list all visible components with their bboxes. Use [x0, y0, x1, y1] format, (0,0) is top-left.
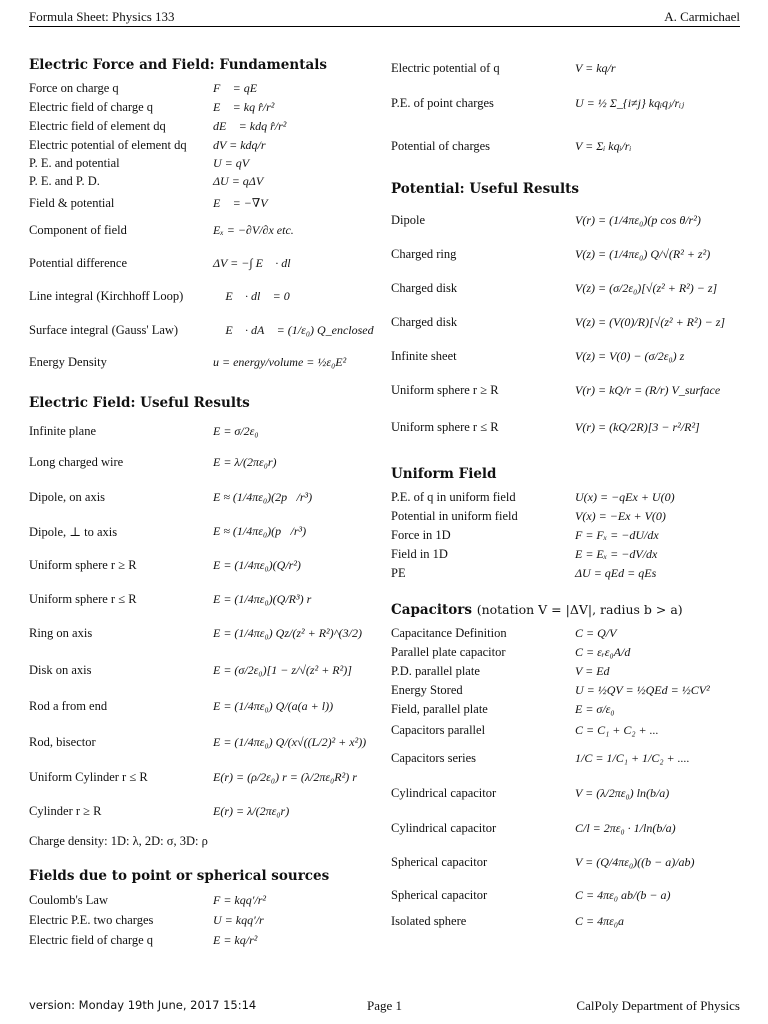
formula-row — [29, 79, 374, 98]
formula-row — [391, 700, 741, 719]
formula-expression: dV = kdq/r — [213, 137, 266, 152]
formula-expression: V = (λ/2πε₀) ln(b/a) — [575, 785, 670, 800]
formula-label: Long charged wire — [29, 455, 124, 469]
formula-row — [29, 616, 374, 651]
formula-expression: V(r) = kQ/r = (R/r) V_surface — [575, 382, 721, 397]
formula-label: Capacitors parallel — [391, 722, 486, 737]
section-title — [29, 394, 374, 412]
formula-row — [391, 681, 741, 700]
formula-section — [29, 867, 374, 950]
formula-row — [29, 651, 374, 689]
formula-row — [391, 56, 741, 80]
formula-label: Rod, bisector — [29, 734, 96, 749]
formula-expression: E = (σ/2ε₀)[1 − z/√(z² + R²)] — [213, 662, 352, 677]
formula-label: Force in 1D — [391, 528, 451, 542]
formula-label: Potential difference — [29, 255, 127, 270]
formula-row — [29, 910, 374, 930]
formula-label: Dipole, on axis — [29, 489, 106, 504]
section-title-text: Electric Field: Useful Results — [29, 395, 250, 411]
formula-label: Electric field of charge q — [29, 932, 154, 947]
formula-expression: V = Ed — [575, 664, 610, 678]
formula-expression: E⃗ = kq r̂/r² — [213, 100, 275, 114]
formula-expression: dE⃗ = kdq r̂/r² — [213, 119, 287, 133]
formula-expression: C = 4πε₀ ab/(b − a) — [575, 887, 671, 902]
formula-expression: E = (1/4πε₀) Q/(x√((L/2)² + x²)) — [213, 734, 367, 749]
formula-row — [29, 930, 374, 950]
formula-label: Field in 1D — [391, 547, 448, 561]
formula-label: Cylinder r ≥ R — [29, 803, 102, 818]
formula-section — [391, 465, 741, 583]
formula-expression: ΔU = qEd = qEs — [575, 566, 657, 580]
formula-label: Dipole — [391, 212, 426, 227]
formula-row — [29, 514, 374, 549]
formula-label: Infinite sheet — [391, 348, 457, 363]
formula-expression: V(x) = −Ex + V(0) — [575, 509, 666, 523]
formula-label: Potential in uniform field — [391, 509, 518, 523]
formula-label: P.E. of point charges — [391, 95, 494, 110]
formula-label: Potential of charges — [391, 138, 491, 153]
formula-label: Charged ring — [391, 246, 457, 261]
formula-row — [29, 312, 374, 349]
formula-expression: F⃗ = qE⃗ — [213, 81, 267, 95]
formula-expression: C = Q/V — [575, 626, 617, 640]
formula-expression: u = energy/volume = ½ε₀E² — [213, 355, 347, 369]
formula-label: Spherical capacitor — [391, 854, 488, 869]
formula-label: Cylindrical capacitor — [391, 820, 497, 835]
formula-expression: E ≈ (1/4πε₀)(2p⃗/r³) — [213, 489, 313, 504]
formula-expression: V(z) = (σ/2ε₀)[√(z² + R²) − z] — [575, 280, 718, 295]
formula-expression: U = ½QV = ½QEd = ½CV² — [575, 683, 710, 697]
right-column — [391, 56, 741, 949]
formula-row — [391, 845, 741, 879]
formula-expression: V(z) = (V(0)/R)[√(z² + R²) − z] — [575, 314, 726, 329]
formula-expression: C = εᵣε₀A/d — [575, 645, 631, 659]
section-subtitle: (notation V = |ΔV|, radius b > a) — [476, 602, 683, 617]
formula-label: Field & potential — [29, 195, 115, 210]
formula-row — [391, 643, 741, 662]
formula-label: Uniform sphere r ≥ R — [391, 382, 499, 397]
formula-section — [29, 56, 374, 376]
formula-expression: E(r) = λ/(2πε₀r) — [213, 803, 290, 818]
formula-expression: E = (1/4πε₀) Q/(a(a + l)) — [213, 698, 334, 713]
formula-expression: V(r) = (kQ/2R)[3 − r²/R²] — [575, 419, 700, 434]
formula-row — [29, 349, 374, 376]
formula-row — [391, 126, 741, 166]
formula-label: Electric potential of q — [391, 60, 500, 75]
formula-row — [391, 662, 741, 681]
formula-expression: ΔV = −∫ E⃗ · dl⃗ — [213, 255, 300, 270]
formula-expression: C = C₁ + C₂ + ... — [575, 722, 659, 737]
left-column — [29, 56, 374, 968]
formula-label: Parallel plate capacitor — [391, 645, 506, 659]
formula-row — [391, 271, 741, 305]
formula-expression: E = σ/ε₀ — [575, 702, 615, 716]
header-author: A. Carmichael — [664, 9, 740, 24]
formula-label: Spherical capacitor — [391, 887, 488, 902]
formula-section — [391, 56, 741, 166]
formula-expression: U = qV — [213, 155, 250, 170]
formula-label: Energy Stored — [391, 683, 463, 697]
formula-expression: E⃗ = −∇V — [213, 195, 268, 210]
formula-row — [391, 811, 741, 845]
formula-label: Field, parallel plate — [391, 702, 488, 716]
formula-expression: U = ½ Σ_{i≠j} kqᵢqⱼ/rᵢⱼ — [575, 95, 685, 110]
formula-row — [29, 172, 374, 191]
formula-row — [29, 549, 374, 582]
formula-expression: V(r) = (1/4πε₀)(p cos θ/r²) — [575, 212, 701, 227]
formula-row — [391, 545, 741, 564]
formula-expression: U = kqq′/r — [213, 912, 264, 927]
formula-row — [29, 117, 374, 136]
formula-expression: E = σ/2ε₀ — [213, 423, 259, 438]
formula-label: Electric field of charge q — [29, 100, 154, 114]
formula-expression: E = λ/(2πε₀r) — [213, 455, 277, 469]
formula-row — [29, 723, 374, 761]
formula-label: Cylindrical capacitor — [391, 785, 497, 800]
formula-expression: C/l = 2πε₀ · 1/ln(b/a) — [575, 820, 676, 835]
section-title-text: Uniform Field — [391, 466, 497, 482]
formula-row — [391, 80, 741, 126]
formula-section — [391, 601, 741, 931]
formula-expression: Eₓ = −∂V/∂x etc. — [213, 222, 294, 237]
formula-row — [391, 237, 741, 271]
formula-expression: ∮ E⃗ · dA⃗ = (1/ε₀) Q_enclosed — [213, 323, 374, 337]
formula-row — [29, 689, 374, 723]
formula-expression: E(r) = (ρ/2ε₀) r = (λ/2πε₀R²) r — [213, 770, 357, 784]
formula-row — [29, 761, 374, 794]
formula-expression: V = (Q/4πε₀)((b − a)/ab) — [575, 854, 695, 869]
formula-expression: E = (1/4πε₀) Qz/(z² + R²)^(3/2) — [213, 626, 363, 640]
formula-label: Rod a from end — [29, 698, 108, 713]
footer-page-number: Page 1 — [367, 998, 403, 1013]
formula-row — [29, 154, 374, 172]
formula-row — [391, 741, 741, 775]
formula-row — [391, 526, 741, 545]
formula-row — [391, 305, 741, 339]
section-title — [29, 56, 374, 74]
formula-label: Energy Density — [29, 355, 107, 369]
section-title-text: Potential: Useful Results — [391, 181, 579, 197]
formula-row — [29, 890, 374, 910]
formula-row — [29, 215, 374, 245]
formula-label: Ring on axis — [29, 626, 93, 640]
formula-label: Component of field — [29, 222, 127, 237]
formula-expression: V = Σᵢ kqᵢ/rᵢ — [575, 138, 632, 153]
formula-label: Isolated sphere — [391, 913, 467, 928]
formula-expression: F = Fₓ = −dU/dx — [575, 528, 659, 542]
footer-department: CalPoly Department of Physics — [576, 998, 740, 1013]
section-title — [391, 601, 741, 619]
formula-label: P. E. and potential — [29, 155, 120, 170]
section-title-text: Capacitors — [391, 602, 472, 618]
formula-expression: ΔU = qΔV — [213, 174, 264, 188]
formula-label: Charged disk — [391, 280, 458, 295]
formula-label: Uniform sphere r ≤ R — [391, 419, 499, 434]
formula-section — [29, 394, 374, 849]
formula-expression: V(z) = (1/4πε₀) Q/√(R² + z²) — [575, 246, 711, 261]
formula-row — [29, 445, 374, 480]
section-title — [29, 867, 374, 885]
formula-row — [29, 417, 374, 445]
formula-label: Infinite plane — [29, 423, 96, 438]
formula-label: Electric P.E. two charges — [29, 912, 154, 927]
section-title — [391, 180, 741, 198]
formula-label: Disk on axis — [29, 662, 92, 677]
formula-expression: V = kq/r — [575, 60, 616, 75]
formula-expression: U(x) = −qEx + U(0) — [575, 490, 675, 504]
formula-label: Capacitors series — [391, 750, 477, 765]
formula-expression: E = (1/4πε₀)(Q/r²) — [213, 558, 301, 572]
formula-label: Electric field of element dq — [29, 119, 166, 133]
formula-row — [391, 719, 741, 741]
formula-label: Charged disk — [391, 314, 458, 329]
formula-row — [391, 879, 741, 911]
formula-label: Capacitance Definition — [391, 626, 507, 640]
formula-expression: V(z) = V(0) − (σ/2ε₀) z — [575, 348, 685, 363]
formula-label: Coulomb's Law — [29, 892, 108, 907]
formula-label: Electric potential of element dq — [29, 137, 187, 152]
formula-row — [391, 911, 741, 931]
formula-row — [391, 775, 741, 811]
formula-label: Dipole, ⊥ to axis — [29, 524, 118, 539]
formula-label: Force on charge q — [29, 81, 119, 95]
formula-expression: C = 4πε₀a — [575, 913, 625, 928]
page-header — [29, 8, 740, 27]
formula-expression: 1/C = 1/C₁ + 1/C₂ + .... — [575, 750, 690, 765]
formula-row — [391, 373, 741, 407]
formula-section — [391, 180, 741, 447]
formula-expression: E ≈ (1/4πε₀)(p⃗/r³) — [213, 524, 307, 538]
formula-row — [391, 507, 741, 526]
formula-label: Line integral (Kirchhoff Loop) — [29, 289, 184, 303]
section-title — [391, 465, 741, 483]
formula-expression: ∮ E⃗ · dl⃗ = 0 — [213, 289, 290, 303]
section-title-text: Fields due to point or spherical sources — [29, 868, 330, 884]
formula-row — [391, 564, 741, 583]
header-title: Formula Sheet: Physics 133 — [29, 9, 175, 24]
formula-row — [29, 191, 374, 215]
formula-label: P.E. of q in uniform field — [391, 490, 516, 504]
formula-row — [391, 624, 741, 643]
formula-expression: F = kqq′/r² — [213, 892, 266, 907]
formula-label: Surface integral (Gauss' Law) — [29, 323, 179, 337]
formula-row — [391, 339, 741, 373]
formula-label: P.D. parallel plate — [391, 664, 480, 678]
section-note: Charge density: 1D: λ, 2D: σ, 3D: ρ — [29, 834, 208, 848]
footer-version: version: Monday 19th June, 2017 15:14 — [29, 998, 257, 1012]
formula-label: Uniform sphere r ≤ R — [29, 591, 137, 606]
formula-row — [29, 480, 374, 514]
section-title-text: Electric Force and Field: Fundamentals — [29, 57, 327, 73]
page-footer — [29, 998, 740, 1016]
formula-expression: E = Eₓ = −dV/dx — [575, 547, 658, 561]
formula-row — [29, 794, 374, 828]
formula-row — [29, 245, 374, 281]
formula-row — [29, 281, 374, 312]
formula-label: Uniform Cylinder r ≤ R — [29, 770, 148, 784]
formula-expression: E = (1/4πε₀)(Q/R³) r — [213, 591, 312, 606]
formula-row — [29, 582, 374, 616]
formula-label: P. E. and P. D. — [29, 174, 100, 188]
formula-row — [391, 407, 741, 447]
formula-expression: E = kq/r² — [213, 932, 258, 947]
formula-row — [391, 203, 741, 237]
formula-row — [391, 488, 741, 507]
formula-row — [29, 136, 374, 154]
formula-row — [29, 98, 374, 117]
formula-label: PE — [391, 566, 406, 580]
formula-label: Uniform sphere r ≥ R — [29, 558, 137, 572]
